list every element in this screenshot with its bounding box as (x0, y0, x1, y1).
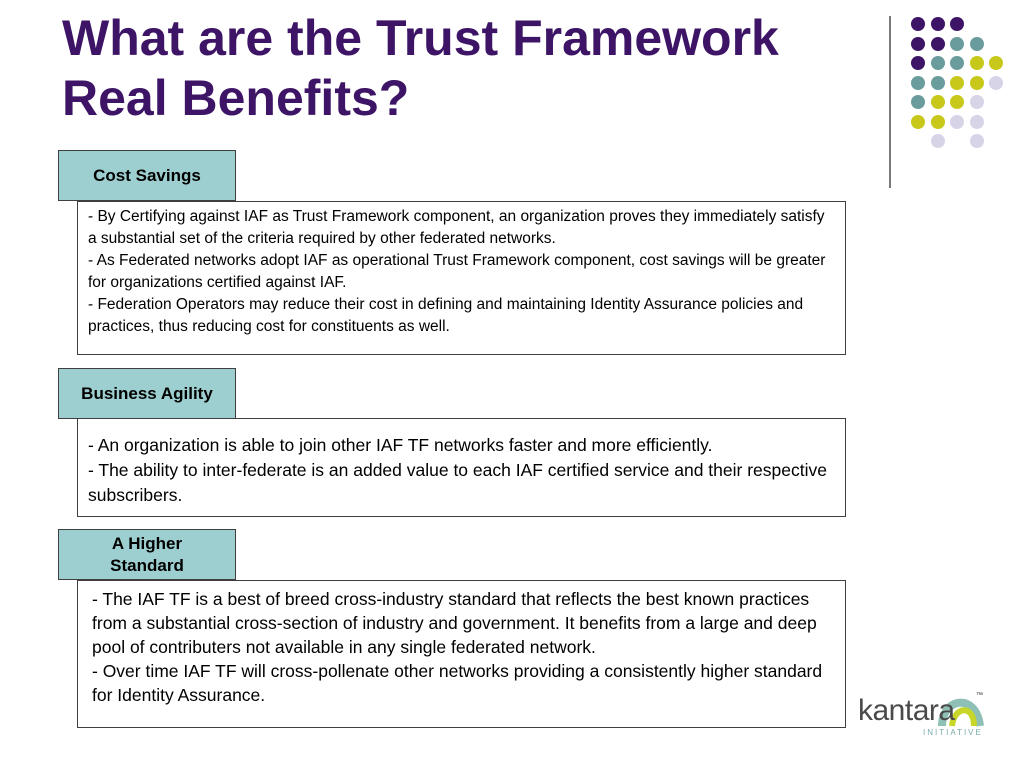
dot-purple (950, 17, 964, 31)
dot-teal (911, 95, 925, 109)
dot-yellow (931, 95, 945, 109)
dot-yellow (989, 56, 1003, 70)
dot-purple (911, 56, 925, 70)
dot-yellow (970, 76, 984, 90)
dot-lavender (931, 134, 945, 148)
label-higher-standard: A Higher Standard (58, 529, 236, 580)
divider-line (889, 16, 891, 188)
dot-yellow (970, 56, 984, 70)
kantara-logo (858, 690, 998, 742)
higher-standard-text: - The IAF TF is a best of breed cross-industry standard that reflects the best known practices from a substantial cross-section of industry and government. It benefits from a large and deep pool of contributers not available in any single federated network. - Over time IAF TF will cross-pollenate other networks providing a consistently higher standard for Identity Assurance. (77, 580, 846, 728)
dot-lavender (970, 95, 984, 109)
dot-teal (931, 76, 945, 90)
label-cost-savings: Cost Savings (58, 150, 236, 201)
dot-lavender (989, 76, 1003, 90)
dot-lavender (970, 115, 984, 129)
logo-subtitle: INITIATIVE (923, 728, 983, 737)
dot-yellow (931, 115, 945, 129)
dot-lavender (950, 115, 964, 129)
cost-savings-text: - By Certifying against IAF as Trust Framework component, an organization proves they immediately satisfy a substantial set of the criteria required by other federated networks. - As Federated networks adopt IAF as operational Trust Framework component, cost savings will be greater for organizations certified against IAF. - Federation Operators may reduce their cost in defining and maintaining Identity Assurance policies and practices, thus reducing cost for constituents as well. (77, 201, 846, 355)
dot-yellow (950, 95, 964, 109)
dot-teal (970, 37, 984, 51)
dot-purple (911, 37, 925, 51)
dot-purple (931, 17, 945, 31)
dot-teal (931, 56, 945, 70)
logo-trademark: ™ (976, 692, 983, 699)
slide-title: What are the Trust Framework Real Benefits? (62, 10, 779, 126)
logo-wordmark: kantara (858, 694, 955, 727)
business-agility-text: - An organization is able to join other IAF TF networks faster and more efficiently. - The ability to inter-federate is an added value to each IAF certified service and their respective subscribers. (77, 418, 846, 517)
dot-lavender (970, 134, 984, 148)
dot-teal (950, 56, 964, 70)
dot-yellow (911, 115, 925, 129)
dot-purple (911, 17, 925, 31)
dot-purple (931, 37, 945, 51)
dot-teal (911, 76, 925, 90)
dot-teal (950, 37, 964, 51)
label-business-agility: Business Agility (58, 368, 236, 419)
dot-yellow (950, 76, 964, 90)
